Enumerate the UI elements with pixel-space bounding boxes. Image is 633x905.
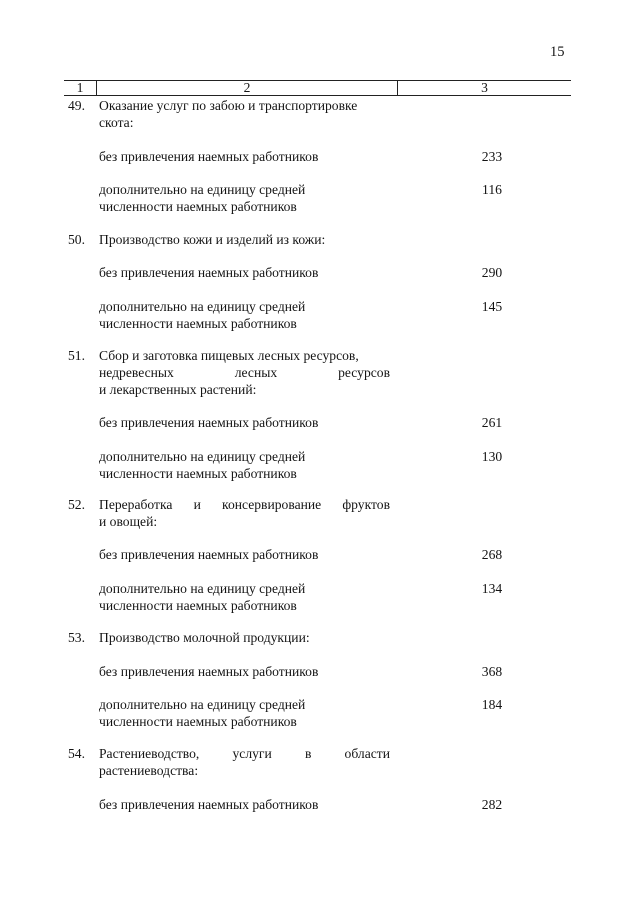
- header-col-2: 2: [243, 80, 251, 95]
- header-bottom-rule: [64, 95, 571, 96]
- row-label-cont: численности наемных работников: [99, 199, 297, 214]
- item-number: 54.: [68, 746, 85, 761]
- item-number: 52.: [68, 497, 85, 512]
- item-title-line-1: Производство кожи и изделий из кожи:: [99, 232, 326, 247]
- row-value: 368: [481, 664, 503, 679]
- row-label: дополнительно на единицу средней: [99, 581, 306, 596]
- item-number: 49.: [68, 98, 85, 113]
- row-value: 290: [481, 265, 503, 280]
- header-col-3: 3: [481, 80, 488, 95]
- row-value: 261: [481, 415, 503, 430]
- row-value: 282: [481, 797, 503, 812]
- item-title-line-1: Производство молочной продукции:: [99, 630, 310, 645]
- item-title-line-2: скота:: [99, 115, 134, 130]
- row-value: 130: [481, 449, 503, 464]
- row-label-cont: численности наемных работников: [99, 598, 297, 613]
- page-number: 15: [550, 44, 565, 60]
- row-value: 134: [481, 581, 503, 596]
- row-label: дополнительно на единицу средней: [99, 182, 306, 197]
- row-label: без привлечения наемных работников: [99, 547, 319, 562]
- item-number: 50.: [68, 232, 85, 247]
- row-label: без привлечения наемных работников: [99, 265, 319, 280]
- row-label-cont: численности наемных работников: [99, 316, 297, 331]
- header-col-1: 1: [76, 80, 84, 95]
- item-title-line-3: и лекарственных растений:: [99, 382, 257, 397]
- item-number: 53.: [68, 630, 85, 645]
- item-title-line-1: [99, 348, 390, 364]
- row-label: без привлечения наемных работников: [99, 797, 319, 812]
- item-title-line-2: недревесных лесных ресурсов: [99, 365, 390, 380]
- row-label-cont: численности наемных работников: [99, 466, 297, 481]
- row-value: 145: [481, 299, 503, 314]
- item-number: 51.: [68, 348, 85, 363]
- row-label: без привлечения наемных работников: [99, 664, 319, 679]
- item-title-text: Оказание услуг по забою и транспортировке: [99, 98, 358, 113]
- row-label: дополнительно на единицу средней: [99, 449, 306, 464]
- row-label: без привлечения наемных работников: [99, 415, 319, 430]
- row-value: 233: [481, 149, 503, 164]
- item-title-line-2: растениеводства:: [99, 763, 199, 778]
- item-title-line-1: Растениеводство, услуги в области: [99, 746, 390, 761]
- item-title-line-1: [99, 98, 390, 114]
- row-value: 184: [481, 697, 503, 712]
- item-title-line-2: и овощей:: [99, 514, 158, 529]
- item-title-text: Сбор и заготовка пищевых лесных ресурсов,: [99, 348, 359, 363]
- row-label-cont: численности наемных работников: [99, 714, 297, 729]
- row-label: дополнительно на единицу средней: [99, 697, 306, 712]
- row-label: без привлечения наемных работников: [99, 149, 319, 164]
- item-title-line-1: Переработка и консервирование фруктов: [99, 497, 390, 512]
- row-value: 116: [482, 182, 502, 197]
- row-value: 268: [481, 547, 503, 562]
- row-label: дополнительно на единицу средней: [99, 299, 306, 314]
